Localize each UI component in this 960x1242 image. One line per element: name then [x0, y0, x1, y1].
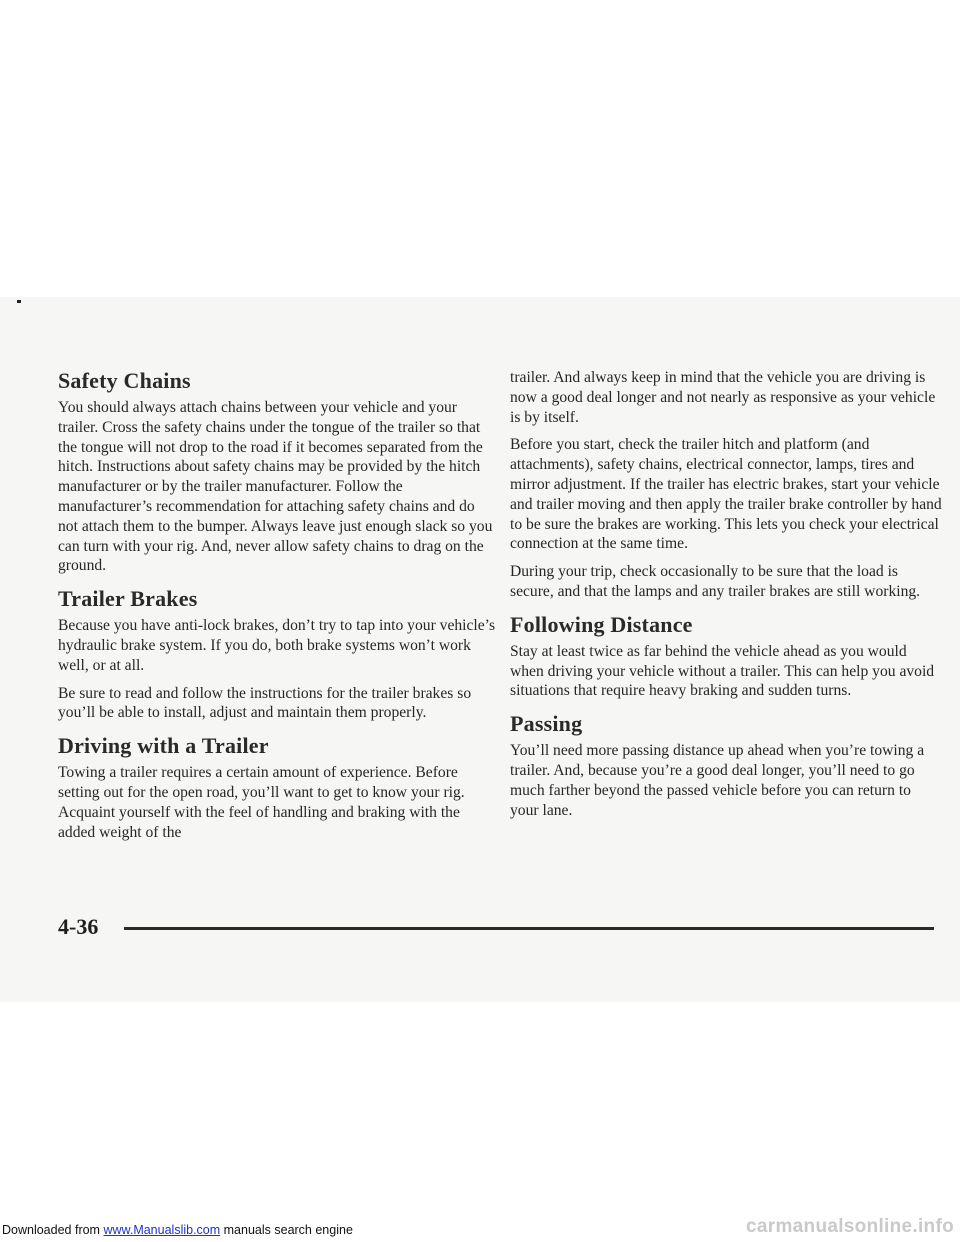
footer-rule	[124, 927, 934, 930]
paragraph-following-distance-1: Stay at least twice as far behind the vehicle ahead as you would when driving your vehicle without a trailer. This can help you avoid situations that require heavy braking and sudden turns.	[510, 642, 935, 700]
paragraph-continuation-2: Before you start, check the trailer hitch and platform (and attachments), safety chains, electrical connector, lamps, tires and mirror adjustment. If the trailer has electric brakes, start your vehicle and trailer moving and then apply the trailer brake controller by hand to be sure the brakes are working. This lets you check your electrical connection at the same time.	[510, 436, 942, 553]
left-column	[58, 368, 498, 850]
section-safety-chains	[58, 368, 498, 576]
section-trailer-brakes	[58, 586, 498, 723]
watermark-text: carmanualsonline.info	[746, 1216, 954, 1237]
right-column	[510, 368, 942, 828]
page-number: 4-36	[58, 914, 99, 939]
paragraph-continuation-3: During your trip, check occasionally to be sure that the load is secure, and that the lamps and any trailer brakes are still working.	[510, 563, 921, 600]
manualslib-link[interactable]: www.Manualslib.com	[103, 1223, 221, 1237]
section-following-distance	[510, 612, 942, 701]
paragraph-driving-with-trailer-1: Towing a trailer requires a certain amount of experience. Before setting out for the open road, you’ll want to get to know your rig. Acquaint yourself with the feel of handling and braking with the added weight of the	[58, 764, 465, 841]
download-footer	[2, 1223, 353, 1237]
paragraph-trailer-brakes-1: Because you have anti-lock brakes, don’t try to tap into your vehicle’s hydraulic brake system. If you do, both brake systems won’t work well, or at all.	[58, 617, 496, 674]
section-driving-continued	[510, 368, 942, 602]
paragraph-continuation-1: trailer. And always keep in mind that the vehicle you are driving is now a good deal longer and not nearly as responsive as your vehicle is by itself.	[510, 369, 936, 426]
heading-trailer-brakes: Trailer Brakes	[58, 586, 198, 612]
footer-prefix: Downloaded from	[2, 1223, 104, 1237]
paragraph-passing-1: You’ll need more passing distance up ahead when you’re towing a trailer. And, because you’re a good deal longer, you’ll need to go much farther beyond the passed vehicle before you can return to your lane.	[510, 742, 925, 819]
section-passing	[510, 711, 942, 820]
heading-driving-with-trailer: Driving with a Trailer	[58, 733, 269, 759]
footer-suffix: manuals search engine	[220, 1223, 353, 1237]
heading-safety-chains: Safety Chains	[58, 368, 191, 393]
paragraph-safety-chains-1: You should always attach chains between your vehicle and your trailer. Cross the safety chains under the tongue of the trailer so that the tongue will not drop to the road if it becomes separated from the hitch. Instructions about safety chains may be provided by the hitch manufacturer or by the trailer manufacturer. Follow the manufacturer’s recommendation for attaching safety chains and do not attach them to the bumper. Always leave just enough slack so you can turn with your rig. And, never allow safety chains to drag on the ground.	[58, 399, 493, 575]
heading-passing: Passing	[510, 711, 583, 737]
paragraph-trailer-brakes-2: Be sure to read and follow the instructions for the trailer brakes so you’ll be able to install, adjust and maintain them properly.	[58, 684, 472, 722]
scan-mark	[17, 300, 21, 303]
section-driving-with-trailer	[58, 733, 498, 842]
heading-following-distance: Following Distance	[510, 611, 693, 637]
